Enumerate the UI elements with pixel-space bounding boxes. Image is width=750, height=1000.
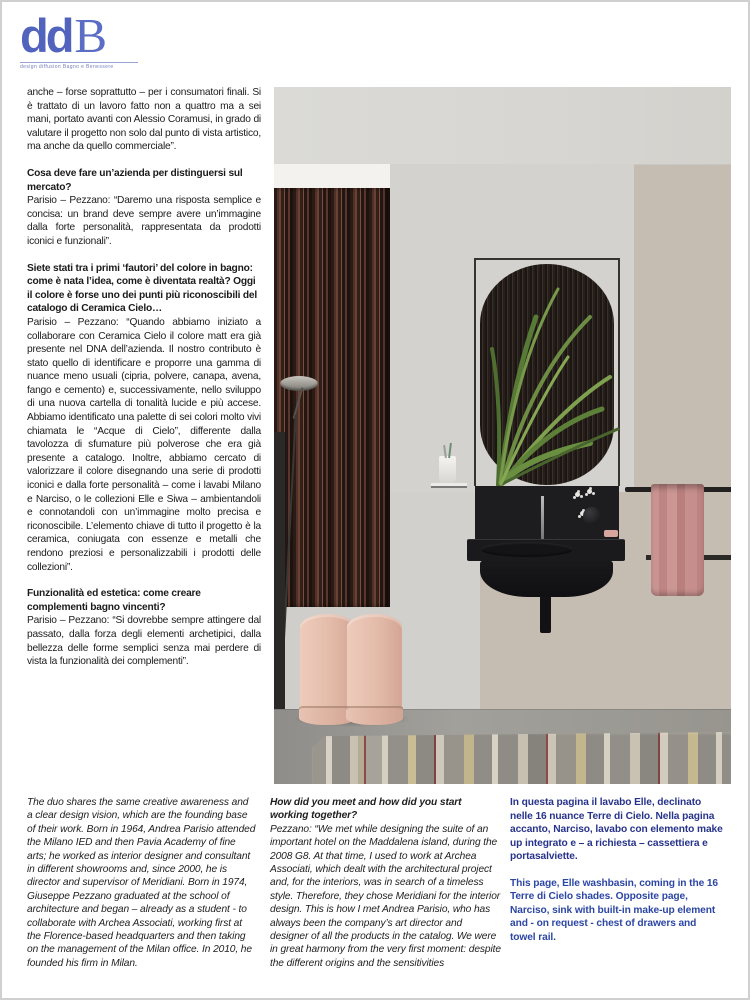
bathroom-photo xyxy=(274,87,731,784)
wall-light-gray xyxy=(390,492,480,710)
washbasin-bowl xyxy=(481,542,573,557)
question-heading: Siete stati tra i primi ‘fautori’ del colore in bagno: come è nata l’idea, come è diventata realtà? Oggi il colore è forse uno dei punti più riconoscibili del catalogo di Ceramica Cielo… xyxy=(27,262,257,315)
wall-white-band xyxy=(274,164,390,188)
paragraph: anche – forse soprattutto – per i consumatori finali. Si è trattato di un lavoro fatto non a quattro ma a sei mani, portato avanti con Alessio Coramusi, in grado di valutare il progetto non solo dal punto di vista artistico, ma anche da quello commerciale”. xyxy=(27,87,261,153)
dark-side-panel xyxy=(274,432,285,709)
drain-pipe xyxy=(540,596,551,633)
question-heading: Funzionalità ed estetica: come creare complementi bagno vincenti? xyxy=(27,588,201,613)
pink-double-stool xyxy=(300,614,402,726)
rosewood-panel xyxy=(274,188,390,607)
logo-b-text: B xyxy=(74,8,108,63)
pink-towel xyxy=(651,484,704,596)
interview-column-it xyxy=(27,86,261,669)
white-flowers xyxy=(575,492,580,497)
caption-italian: In questa pagina il lavabo Elle, declinato nelle 16 nuance Terre di Cielo. Nella pagina accanto, Narciso, lavabo con elemento make up integrato e – a richiesta – cassettiera e portasalviette. xyxy=(510,797,723,862)
washbasin-body xyxy=(480,560,613,597)
wall-shelf xyxy=(431,483,467,486)
white-flowers xyxy=(587,489,592,494)
stool-cylinder xyxy=(347,614,402,710)
paragraph: Parisio – Pezzano: “Daremo una risposta semplice e concisa: un brand deve sempre avere un’immagine dalla forte personalità, rappresentata da prodotti iconici e funzionali”. xyxy=(27,195,261,247)
ceiling xyxy=(274,87,731,165)
palm-plant xyxy=(472,265,624,493)
interview-column-en xyxy=(270,796,501,970)
answer-text: Pezzano: “We met while designing the suite of an important hotel on the Maddalena island, during the 2008 G8. At that time, I used to work at Archea Associati, which dealt with the architectural project and, for the interiors, was in search of a timeless style. Therefore, they chose Meridiani for the interior design. This is how I met Andrea Parisio, who has always been the company’s art director and designer of all the products in the catalog. We were in great harmony from the very first moment: despite the different origins and the sensitivities xyxy=(270,823,501,969)
ddb-logo xyxy=(20,8,170,63)
floor-lamp-head xyxy=(280,376,318,391)
toothbrush-cup xyxy=(439,456,456,483)
soap-bar xyxy=(604,530,618,537)
paragraph: Parisio – Pezzano: “Si dovrebbe sempre attingere dal passato, dalla forza degli elementi archetipici, dalla bellezza delle forme semplici senza mai perdere di vista la funzionalità dei complementi”. xyxy=(27,615,261,668)
paragraph: Parisio – Pezzano: “Quando abbiamo iniziato a collaborare con Ceramica Cielo il colore matt era già presente nel DNA dell’azienda. Il nostro contributo è stato quello di identificare e proporre una gamma di nuance meno usuali (cipria, polvere, canapa, avena, fango e cemento) e, successivamente, nello sviluppo di una nuova cartella di tonalità lucide e più accese. Abbiamo identificato una palette di sei colori molto vivi chiamata le “Acque di Cielo”, differente dalla tavolozza di sfumature più polverose che era già presente a catalogo. Inoltre, abbiamo cercato di valorizzare il colore disegnando una serie di prodotti iconici e dalla forte personalità – come i lavabi Milano e Narciso, o le collezioni Elle e Siwa – ambientandoli e connotandoli con un’immagine molto precisa e riconoscibile. L’elemento chiave di tutto il progetto è la ceramica, coniugata con essenze e metalli che rendono preziosi e personalizzabili i prodotti delle collezioni”. xyxy=(27,316,261,573)
question-heading: How did you meet and how did you start working together? xyxy=(270,797,462,822)
photo-caption xyxy=(510,796,724,944)
designers-bio xyxy=(27,796,256,970)
striped-rug xyxy=(312,732,731,784)
question-heading: Cosa deve fare un’azienda per distinguersi sul mercato? xyxy=(27,167,243,193)
logo-tagline: design diffusion Bagno e Benessere xyxy=(20,62,138,70)
masthead xyxy=(20,8,170,70)
caption-english: This page, Elle washbasin, coming in the 16 Terre di Cielo shades. Opposite page, Narciso, sink with built-in make-up element and - on request - chest of drawers and towel rail. xyxy=(510,877,718,943)
bio-text: The duo shares the same creative awareness and a clear design vision, which are the founding base of their work. Born in 1964, Andrea Parisio attended the Milano IED and then Pavia Academy of fine arts; he worked as interior designer and consultant in different showrooms and, since 2000, he is director and supervisor of Meridiani. Born in 1974, Giuseppe Pezzano graduated at the school of architecture and began – already as a student - to collaborate with Archea Associati, working first at the Florence-based headquarters and then taking on the management of the Milan office. In 2010, he founded his firm in Milan. xyxy=(27,797,256,969)
stool-base xyxy=(346,706,403,725)
logo-dd-text: dd xyxy=(20,9,72,62)
faucet xyxy=(541,496,544,539)
sphere-vase xyxy=(583,507,601,525)
